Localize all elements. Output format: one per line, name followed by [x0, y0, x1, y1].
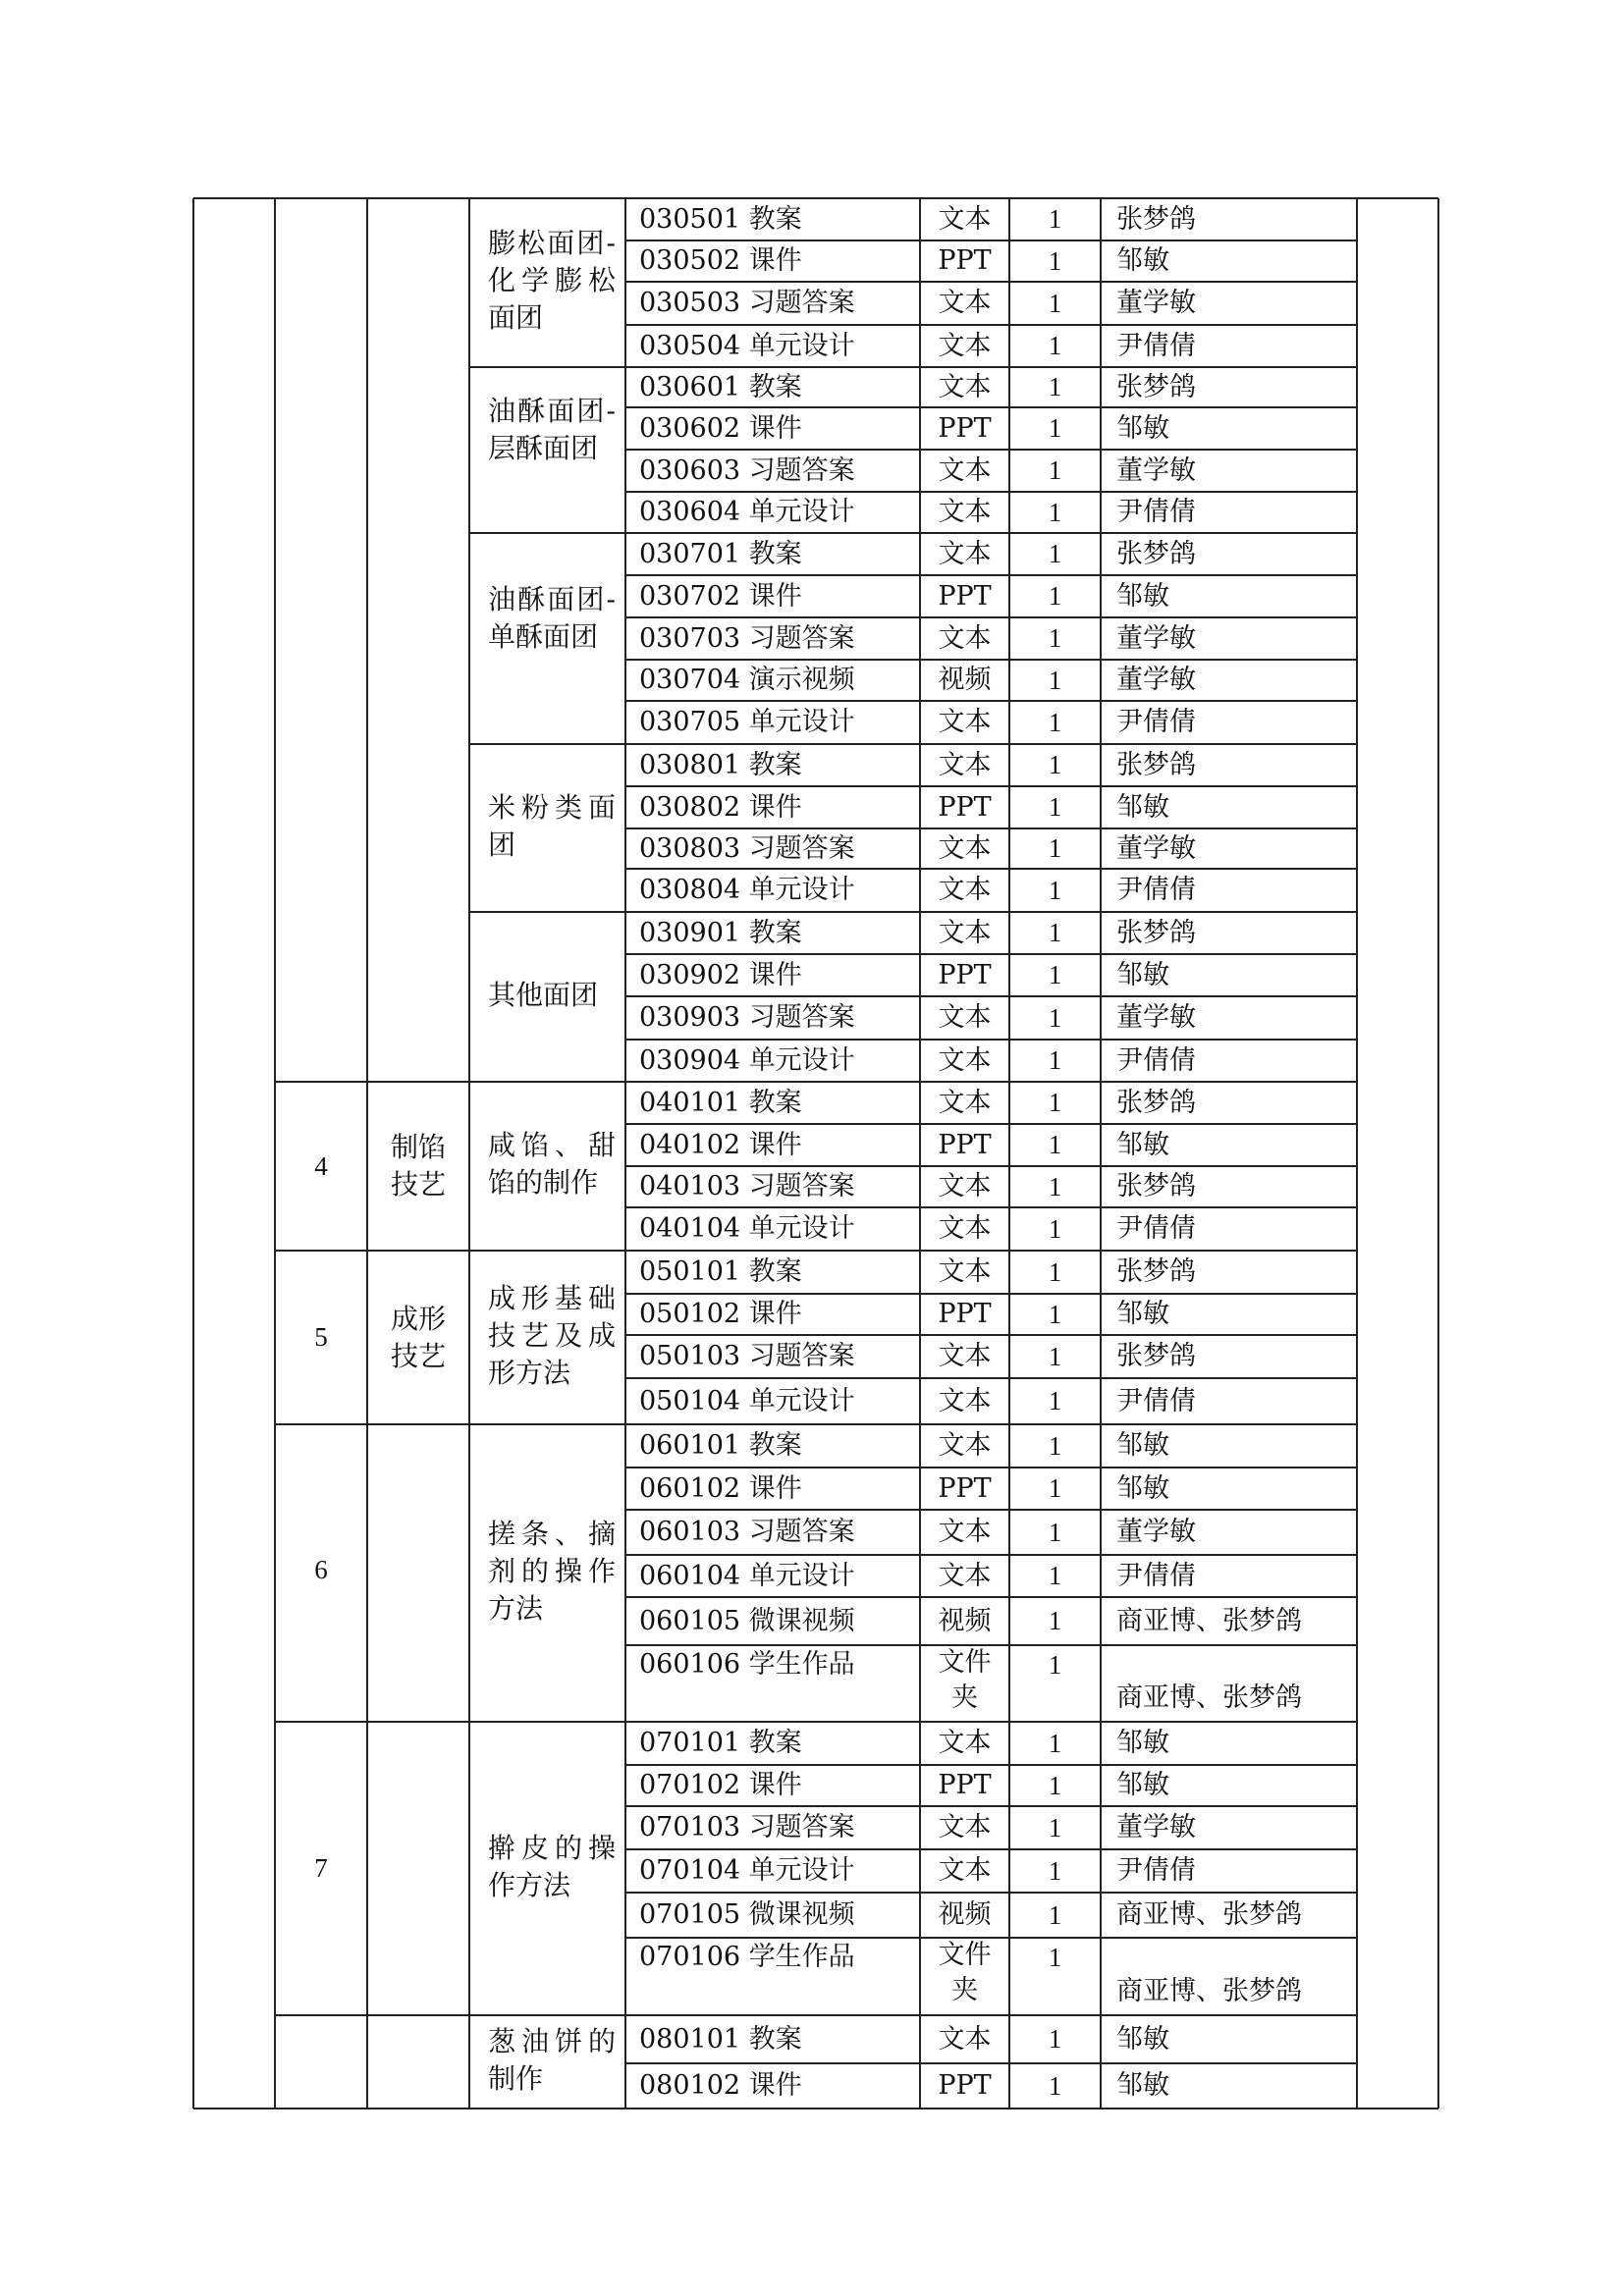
- resource-author: 邹敏: [1116, 413, 1169, 444]
- resource-author: 邹敏: [1116, 1299, 1169, 1329]
- resource-author: 张梦鸽: [1116, 1256, 1196, 1287]
- resource-count: 1: [1048, 1214, 1062, 1244]
- resource-item: 030501 教案: [639, 204, 802, 235]
- resource-item: 030603 习题答案: [639, 455, 855, 486]
- resource-type: PPT: [938, 960, 992, 990]
- resource-item: 040102 课件: [639, 1130, 802, 1160]
- resource-type: 文本: [938, 875, 992, 905]
- resource-author: 邹敏: [1116, 792, 1169, 823]
- resource-type: PPT: [938, 1770, 992, 1800]
- resource-author: 张梦鸽: [1116, 539, 1196, 569]
- resource-count: 1: [1048, 1386, 1062, 1415]
- resource-count: 1: [1048, 1606, 1062, 1635]
- resource-count: 1: [1048, 1003, 1062, 1033]
- resource-item: 070105 微课视频: [639, 1899, 855, 1930]
- resource-count: 1: [1048, 581, 1062, 611]
- resource-type: 文本: [938, 1812, 992, 1842]
- resource-type: 文本: [938, 2024, 992, 2055]
- resource-item: 030703 习题答案: [639, 623, 855, 654]
- resource-item: 040104 单元设计: [639, 1213, 855, 1244]
- resource-type: 文本: [938, 1171, 992, 1201]
- resource-count: 1: [1048, 289, 1062, 318]
- resource-item: 060104 单元设计: [639, 1561, 855, 1591]
- resource-count: 1: [1048, 1518, 1062, 1547]
- resource-author: 尹倩倩: [1116, 1855, 1196, 1886]
- resource-type: 文本: [938, 204, 992, 235]
- resource-item: 030702 课件: [639, 581, 802, 612]
- resource-item: 060103 习题答案: [639, 1517, 855, 1547]
- resource-count: 1: [1048, 876, 1062, 905]
- resource-count: 1: [1048, 1561, 1062, 1590]
- resource-item: 030503 习题答案: [639, 288, 855, 318]
- resource-item: 030602 课件: [639, 413, 802, 444]
- resource-type: 文本: [938, 918, 992, 948]
- resource-author: 邹敏: [1116, 1430, 1169, 1461]
- section-category: 成形技艺: [390, 1303, 446, 1372]
- resource-type: 文本: [938, 1256, 992, 1287]
- resource-item: 040103 习题答案: [639, 1171, 855, 1201]
- resource-count: 1: [1048, 918, 1062, 947]
- resource-item: 050102 课件: [639, 1299, 802, 1329]
- resource-author: 董学敏: [1116, 455, 1196, 486]
- resource-count: 1: [1048, 1088, 1062, 1117]
- resource-type: 视频: [938, 1899, 992, 1930]
- resource-type: 文本: [938, 331, 992, 361]
- resource-item: 070102 课件: [639, 1770, 802, 1800]
- resource-item: 060106 学生作品: [639, 1649, 855, 1680]
- group-topic: 成形基础技艺及成形方法: [488, 1282, 616, 1389]
- resource-type: PPT: [938, 245, 992, 276]
- resource-type: 文本: [938, 623, 992, 654]
- resource-type: 文本: [938, 497, 992, 527]
- resource-count: 1: [1048, 1342, 1062, 1371]
- resource-item: 070104 单元设计: [639, 1855, 855, 1886]
- resource-author: 董学敏: [1116, 665, 1196, 695]
- group-topic: 油酥面团-单酥面团: [488, 583, 616, 653]
- resource-count: 1: [1048, 666, 1062, 695]
- group-topic: 擀皮的操作方法: [488, 1832, 616, 1901]
- resource-type: 文本: [938, 1386, 992, 1416]
- resource-count: 1: [1048, 498, 1062, 527]
- section-index: 7: [314, 1853, 328, 1883]
- resource-type: 文本: [938, 1213, 992, 1244]
- resource-author: 张梦鸽: [1116, 1341, 1196, 1371]
- resource-count: 1: [1048, 1650, 1062, 1680]
- resource-item: 030601 教案: [639, 372, 802, 402]
- resource-count: 1: [1048, 1729, 1062, 1758]
- resource-author: 尹倩倩: [1116, 497, 1196, 527]
- resource-author: 邹敏: [1116, 581, 1169, 612]
- resource-type: 文本: [938, 1728, 992, 1758]
- resource-author: 董学敏: [1116, 1517, 1196, 1547]
- section-category: 制馅技艺: [390, 1131, 446, 1201]
- group-topic: 咸馅、甜馅的制作: [488, 1129, 616, 1199]
- resource-type: 文本: [938, 1561, 992, 1591]
- resource-count: 1: [1048, 1045, 1062, 1075]
- resource-item: 030502 课件: [639, 245, 802, 276]
- section-index: 6: [314, 1555, 328, 1584]
- resource-type: 文本: [938, 539, 992, 569]
- resource-type: 文本: [938, 707, 992, 737]
- resource-type: 文本: [938, 455, 992, 486]
- resource-author: 张梦鸽: [1116, 204, 1196, 235]
- resource-author: 邹敏: [1116, 1473, 1169, 1504]
- resource-count: 1: [1048, 1813, 1062, 1842]
- resource-item: 030803 习题答案: [639, 833, 855, 864]
- resource-type: PPT: [938, 581, 992, 612]
- resource-count: 1: [1048, 623, 1062, 653]
- resource-author: 尹倩倩: [1116, 331, 1196, 361]
- resource-type: 文件夹: [938, 1940, 992, 2005]
- resource-item: 030801 教案: [639, 750, 802, 780]
- resource-type: 文本: [938, 833, 992, 864]
- table-vertical-rule: [1356, 198, 1358, 2109]
- resource-author: 张梦鸽: [1116, 372, 1196, 402]
- resource-type: PPT: [938, 1130, 992, 1160]
- resource-type: 文本: [938, 288, 992, 318]
- resource-item: 070106 学生作品: [639, 1942, 855, 1972]
- resource-item: 030701 教案: [639, 539, 802, 569]
- resource-author: 尹倩倩: [1116, 1561, 1196, 1591]
- resource-count: 1: [1048, 1943, 1062, 1972]
- resource-type: 文本: [938, 1341, 992, 1371]
- resource-count: 1: [1048, 331, 1062, 360]
- resource-type: PPT: [938, 1473, 992, 1504]
- resource-author: 商亚博、张梦鸽: [1116, 1682, 1302, 1713]
- resource-item: 050103 习题答案: [639, 1341, 855, 1371]
- resource-author: 邹敏: [1116, 1770, 1169, 1800]
- resource-author: 董学敏: [1116, 833, 1196, 864]
- section-index: 4: [314, 1151, 328, 1181]
- resource-item: 030804 单元设计: [639, 875, 855, 905]
- resource-count: 1: [1048, 1130, 1062, 1159]
- resource-author: 商亚博、张梦鸽: [1116, 1976, 1302, 2006]
- resource-type: 文本: [938, 1002, 992, 1033]
- table-vertical-rule: [192, 198, 194, 2109]
- resource-type: 文本: [938, 1088, 992, 1118]
- resource-author: 尹倩倩: [1116, 1386, 1196, 1416]
- table-vertical-rule: [1437, 198, 1439, 2109]
- resource-count: 1: [1048, 1473, 1062, 1503]
- resource-item: 030902 课件: [639, 960, 802, 990]
- group-topic: 米粉类面团: [488, 791, 616, 861]
- resource-author: 董学敏: [1116, 1002, 1196, 1033]
- section-index: 5: [314, 1322, 328, 1352]
- group-topic: 葱油饼的制作: [488, 2025, 616, 2095]
- resource-item: 040101 教案: [639, 1088, 802, 1118]
- resource-count: 1: [1048, 1257, 1062, 1287]
- resource-item: 070103 习题答案: [639, 1812, 855, 1842]
- group-topic: 其他面团: [488, 979, 599, 1011]
- resource-count: 1: [1048, 1431, 1062, 1461]
- resource-item: 030705 单元设计: [639, 707, 855, 737]
- resource-author: 商亚博、张梦鸽: [1116, 1606, 1302, 1636]
- resource-count: 1: [1048, 372, 1062, 401]
- resource-count: 1: [1048, 246, 1062, 276]
- group-topic: 搓条、摘剂的操作方法: [488, 1518, 616, 1625]
- resource-count: 1: [1048, 750, 1062, 779]
- resource-item: 030903 习题答案: [639, 1002, 855, 1033]
- resource-item: 080102 课件: [639, 2070, 802, 2101]
- resource-count: 1: [1048, 204, 1062, 234]
- resource-author: 董学敏: [1116, 1812, 1196, 1842]
- resource-author: 董学敏: [1116, 623, 1196, 654]
- resource-type: 文本: [938, 372, 992, 402]
- resource-type: 文本: [938, 1855, 992, 1886]
- resource-count: 1: [1048, 539, 1062, 568]
- resource-type: 文本: [938, 1517, 992, 1547]
- resource-author: 商亚博、张梦鸽: [1116, 1899, 1302, 1930]
- resource-count: 1: [1048, 1172, 1062, 1201]
- resource-type: PPT: [938, 792, 992, 823]
- resource-author: 董学敏: [1116, 288, 1196, 318]
- resource-type: 文本: [938, 1430, 992, 1461]
- resource-item: 030802 课件: [639, 792, 802, 823]
- resource-count: 1: [1048, 1900, 1062, 1930]
- resource-type: 文本: [938, 1045, 992, 1076]
- resource-count: 1: [1048, 455, 1062, 485]
- resource-item: 030504 单元设计: [639, 331, 855, 361]
- resource-author: 尹倩倩: [1116, 707, 1196, 737]
- resource-count: 1: [1048, 413, 1062, 443]
- resource-type: 视频: [938, 665, 992, 695]
- resource-item: 050101 教案: [639, 1256, 802, 1287]
- resource-count: 1: [1048, 2071, 1062, 2101]
- resource-author: 邹敏: [1116, 960, 1169, 990]
- resource-author: 邹敏: [1116, 1728, 1169, 1758]
- resource-item: 060105 微课视频: [639, 1606, 855, 1636]
- resource-item: 060102 课件: [639, 1473, 802, 1504]
- resource-item: 050104 单元设计: [639, 1386, 855, 1416]
- resource-count: 1: [1048, 833, 1062, 863]
- resource-item: 030604 单元设计: [639, 497, 855, 527]
- resource-type: PPT: [938, 2070, 992, 2101]
- group-topic: 膨松面团-化学膨松面团: [488, 227, 616, 334]
- resource-type: PPT: [938, 413, 992, 444]
- resource-item: 080101 教案: [639, 2024, 802, 2055]
- resource-count: 1: [1048, 792, 1062, 822]
- resource-item: 070101 教案: [639, 1728, 802, 1758]
- resource-author: 尹倩倩: [1116, 1045, 1196, 1076]
- resource-author: 尹倩倩: [1116, 875, 1196, 905]
- resource-item: 030901 教案: [639, 918, 802, 948]
- resource-count: 1: [1048, 960, 1062, 989]
- resource-author: 张梦鸽: [1116, 750, 1196, 780]
- resource-type: 视频: [938, 1606, 992, 1636]
- resource-count: 1: [1048, 1771, 1062, 1800]
- resource-author: 邹敏: [1116, 2024, 1169, 2055]
- resource-item: 030904 单元设计: [639, 1045, 855, 1076]
- resource-type: 文本: [938, 750, 992, 780]
- resource-count: 1: [1048, 708, 1062, 737]
- resource-type: PPT: [938, 1299, 992, 1329]
- resource-type: 文件夹: [938, 1647, 992, 1713]
- resource-author: 张梦鸽: [1116, 1171, 1196, 1201]
- resource-author: 邹敏: [1116, 245, 1169, 276]
- group-topic: 油酥面团-层酥面团: [488, 395, 616, 464]
- resource-author: 张梦鸽: [1116, 1088, 1196, 1118]
- resource-item: 030704 演示视频: [639, 665, 855, 695]
- resource-count: 1: [1048, 1856, 1062, 1886]
- resource-item: 060101 教案: [639, 1430, 802, 1461]
- resource-author: 尹倩倩: [1116, 1213, 1196, 1244]
- resource-author: 张梦鸽: [1116, 918, 1196, 948]
- resource-count: 1: [1048, 1300, 1062, 1329]
- resource-author: 邹敏: [1116, 1130, 1169, 1160]
- resource-count: 1: [1048, 2024, 1062, 2054]
- resource-author: 邹敏: [1116, 2070, 1169, 2101]
